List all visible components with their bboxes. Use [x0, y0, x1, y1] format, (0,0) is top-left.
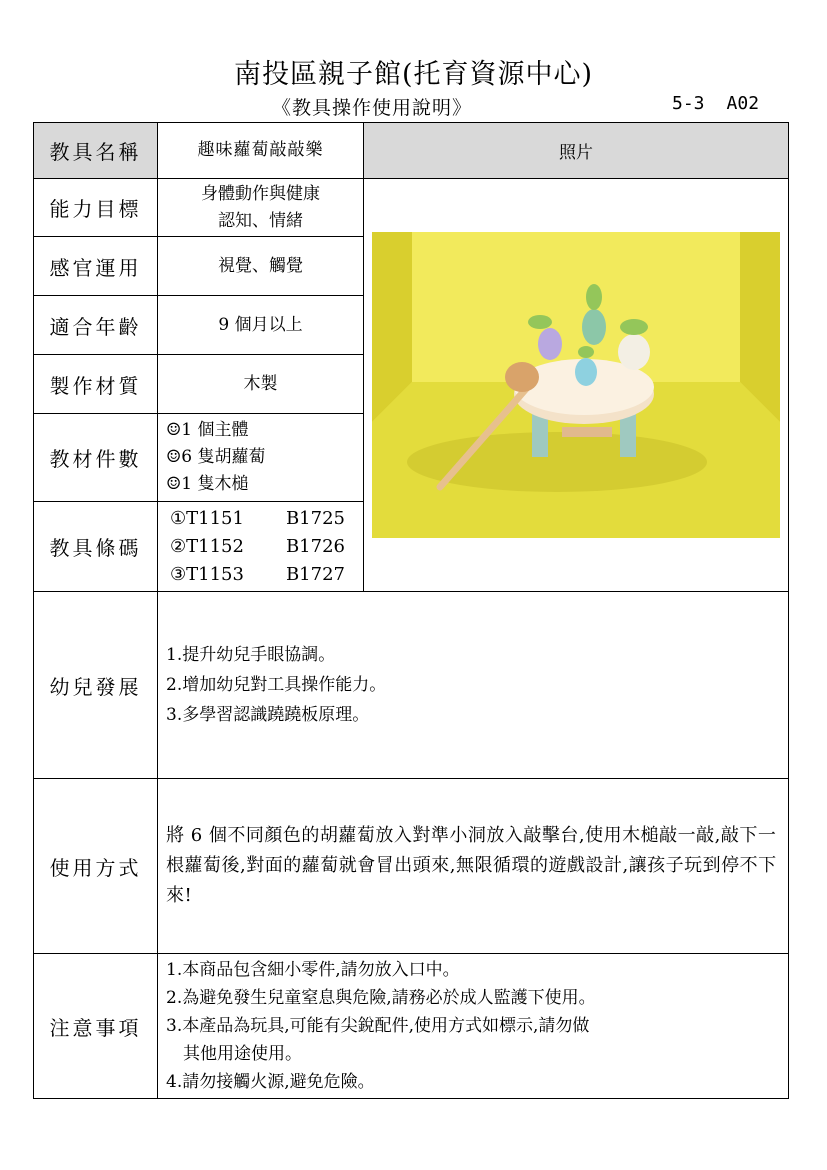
- usage-text: 將 6 個不同顏色的胡蘿蔔放入對準小洞放入敲擊台,使用木槌敲一敲,敲下一根蘿蔔後,對面的蘿蔔就會冒出頭來,無限循環的遊戲設計,讓孩子玩到停不下來!: [158, 779, 789, 954]
- note-item: 3.本產品為玩具,可能有尖銳配件,使用方式如標示,請勿做: [166, 1016, 590, 1036]
- sense-label: 感官運用: [34, 237, 158, 296]
- barcode-book: B1727: [285, 563, 345, 585]
- name-value: 趣味蘿蔔敲敲樂: [158, 123, 364, 179]
- development-item: 1.提升幼兒手眼協調。: [166, 645, 336, 665]
- barcode-toy: ①T1151: [170, 507, 244, 529]
- material-value: 木製: [158, 355, 364, 414]
- part-item: ☺1 隻木槌: [166, 474, 249, 494]
- age-label: 適合年齡: [34, 296, 158, 355]
- goal-line: 身體動作與健康: [201, 183, 320, 204]
- goal-value: [158, 179, 364, 237]
- note-item: 2.為避免發生兒童窒息與危險,請務必於成人監護下使用。: [166, 988, 596, 1008]
- goal-label: 能力目標: [34, 179, 158, 237]
- document-title: 南投區親子館(托育資源中心): [233, 59, 594, 90]
- material-label: 製作材質: [34, 355, 158, 414]
- photo-label: 照片: [364, 123, 789, 179]
- age-value: 9 個月以上: [158, 296, 364, 355]
- notes-label: 注意事項: [34, 954, 158, 1099]
- notes-text: [158, 954, 789, 1099]
- photo-cell: [364, 179, 789, 592]
- barcode-row: [158, 505, 363, 533]
- parts-value: [158, 414, 364, 502]
- barcode-toy: ③T1153: [170, 563, 244, 585]
- barcode-label: 教具條碼: [34, 502, 158, 592]
- info-table: [33, 122, 789, 1099]
- development-label: 幼兒發展: [34, 592, 158, 779]
- section-code: 5-3: [672, 93, 705, 114]
- barcode-book: B1725: [285, 507, 345, 529]
- development-text: [158, 592, 789, 779]
- barcode-row: [158, 533, 363, 561]
- usage-label: 使用方式: [34, 779, 158, 954]
- development-item: 2.增加幼兒對工具操作能力。: [166, 675, 387, 695]
- barcode-row: [158, 561, 363, 589]
- part-item: ☺6 隻胡蘿蔔: [166, 447, 266, 467]
- development-item: 3.多學習認識蹺蹺板原理。: [166, 705, 370, 725]
- document-subtitle: 《教具操作使用說明》: [272, 97, 473, 119]
- item-code: A02: [726, 93, 760, 114]
- part-item: ☺1 個主體: [166, 420, 249, 440]
- barcode-value: [158, 502, 364, 592]
- barcode-toy: ②T1152: [170, 535, 244, 557]
- product-photo: [372, 232, 780, 538]
- barcode-book: B1726: [285, 535, 345, 557]
- note-item: 1.本商品包含細小零件,請勿放入口中。: [166, 960, 460, 980]
- note-item: 4.請勿接觸火源,避免危險。: [166, 1072, 375, 1092]
- sense-value: 視覺、觸覺: [158, 237, 364, 296]
- note-item: 其他用途使用。: [166, 1044, 302, 1064]
- carrot-toy-image: [372, 232, 780, 538]
- document-code: [672, 93, 781, 114]
- parts-label: 教材件數: [34, 414, 158, 502]
- goal-line: 認知、情緒: [218, 210, 303, 231]
- name-label: 教具名稱: [34, 123, 158, 179]
